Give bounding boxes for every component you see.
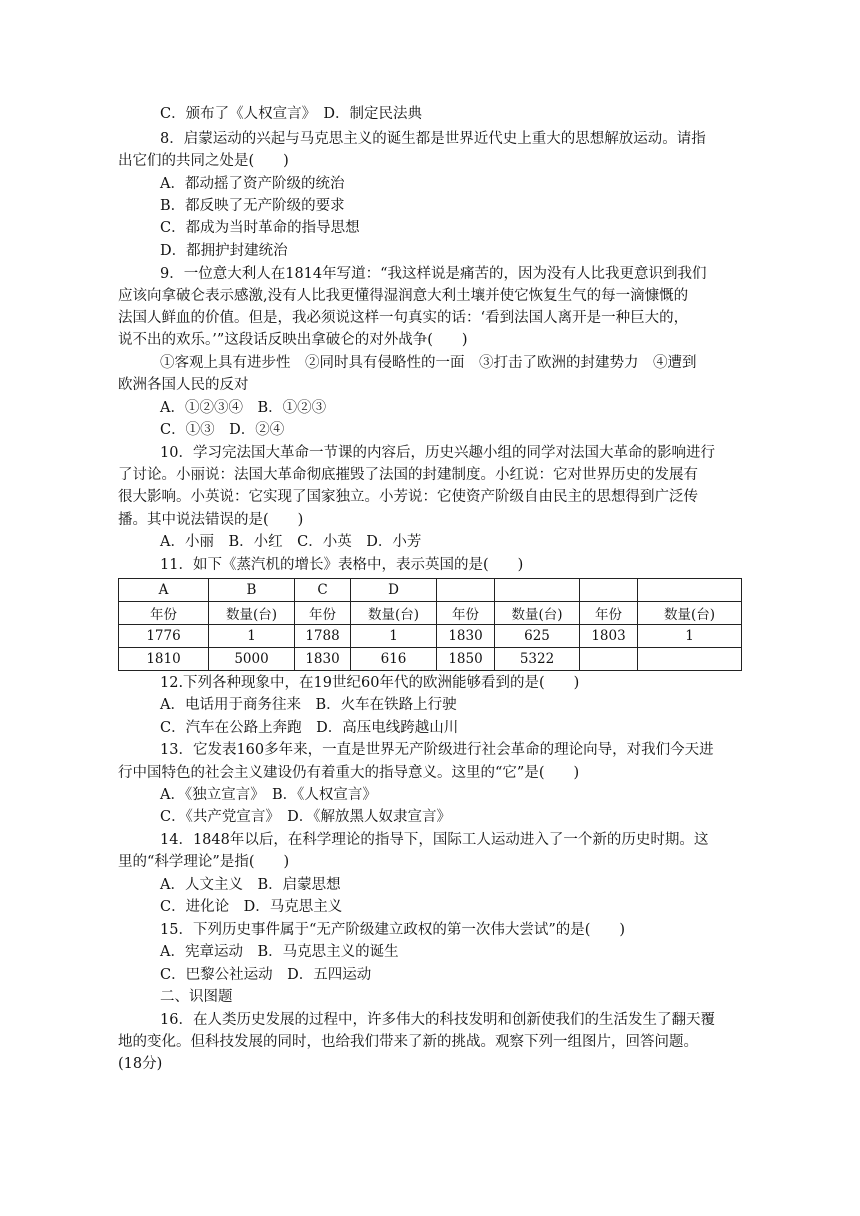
q15-stem: 15．下列历史事件属于“无产阶级建立政权的第一次伟大尝试”的是( )	[160, 922, 626, 938]
q16-stem-line: (18分)	[118, 1056, 163, 1072]
table-header-row	[119, 602, 742, 625]
table-group-label	[437, 579, 495, 602]
table-cell: 1850	[437, 648, 495, 671]
q8-stem-line: 出它们的共同之处是( )	[118, 153, 289, 169]
q12-stem: 12.下列各种现象中，在19世纪60年代的欧洲能够看到的是( )	[160, 675, 580, 691]
table-cell: 1	[209, 625, 295, 648]
table-cell: 1803	[580, 625, 638, 648]
q15-option: C．巴黎公社运动 D．五四运动	[160, 967, 372, 983]
table-cell: 1830	[295, 648, 351, 671]
table-cell: 1810	[119, 648, 209, 671]
table-group-label	[495, 579, 580, 602]
q9-items-line: 欧洲各国人民的反对	[118, 377, 249, 393]
q14-option: A．人文主义 B．启蒙思想	[160, 877, 341, 893]
q9-option: A．①②③④ B．①②③	[160, 400, 327, 416]
table-cell: 625	[495, 625, 580, 648]
q10-option: A．小丽 B．小红 C．小英 D．小芳	[160, 534, 422, 550]
table-header-cell: 年份	[119, 602, 209, 625]
table-row	[119, 648, 742, 671]
q9-stem-line: 说不出的欢乐。’”这段话反映出拿破仑的对外战争( )	[118, 332, 468, 348]
table-header-cell: 数量(台)	[351, 602, 437, 625]
q10-stem-line: 10．学习完法国大革命一节课的内容后，历史兴趣小组的同学对法国大革命的影响进行	[160, 445, 715, 461]
table-header-cell: 数量(台)	[638, 602, 742, 625]
table-group-label: D	[351, 579, 437, 602]
table-cell	[638, 648, 742, 671]
table-group-label: B	[209, 579, 295, 602]
q16-stem-line: 16．在人类历史发展的过程中，许多伟大的科技发明和创新使我们的生活发生了翻天覆	[160, 1012, 715, 1028]
table-header-cell: 年份	[295, 602, 351, 625]
q14-option: C．进化论 D．马克思主义	[160, 899, 343, 915]
q12-option: C．汽车在公路上奔跑 D．高压电线跨越山川	[160, 720, 459, 736]
q10-stem-line: 播。其中说法错误的是( )	[118, 512, 304, 528]
q9-stem-line: 法国人鲜血的价值。但是，我必须说这样一句真实的话：‘看到法国人离开是一种巨大的，	[118, 310, 689, 326]
q13-option: A．《独立宣言》 B．《人权宣言》	[160, 787, 377, 803]
table-group-row	[119, 579, 742, 602]
table-group-label: A	[119, 579, 209, 602]
table-cell: 1788	[295, 625, 351, 648]
table-group-label	[580, 579, 638, 602]
table-group-label: C	[295, 579, 351, 602]
q16-stem-line: 地的变化。但科技发展的同时，也给我们带来了新的挑战。观察下列一组图片，回答问题。	[118, 1034, 698, 1050]
q9-option: C．①③ D．②④	[160, 422, 285, 438]
section-heading: 二、识图题	[160, 989, 233, 1005]
table-cell: 5000	[209, 648, 295, 671]
table-cell: 1830	[437, 625, 495, 648]
q14-stem-line: 14．1848年以后，在科学理论的指导下，国际工人运动进入了一个新的历史时期。这	[160, 832, 709, 848]
q14-stem-line: 里的“科学理论”是指( )	[118, 854, 290, 870]
table-cell: 1776	[119, 625, 209, 648]
q9-items-line: ①客观上具有进步性 ②同时具有侵略性的一面 ③打击了欧洲的封建势力 ④遭到	[160, 355, 697, 371]
table-group-label	[638, 579, 742, 602]
q9-stem-line: 应该向拿破仑表示感激,没有人比我更懂得湿润意大利土壤并使它恢复生气的每一滴慷慨的	[118, 288, 689, 304]
q10-stem-line: 了讨论。小丽说：法国大革命彻底摧毁了法国的封建制度。小红说：它对世界历史的发展有	[118, 467, 698, 483]
table-row	[119, 625, 742, 648]
q8-option: D．都拥护封建统治	[160, 243, 288, 259]
table-header-cell: 年份	[580, 602, 638, 625]
q13-stem-line: 行中国特色的社会主义建设仍有着重大的指导意义。这里的“它”是( )	[118, 765, 580, 781]
q7-options: C．颁布了《人权宣言》 D．制定民法典	[160, 106, 422, 122]
q8-option: A．都动摇了资产阶级的统治	[160, 176, 345, 192]
table-header-cell: 年份	[437, 602, 495, 625]
table-cell: 1	[638, 625, 742, 648]
q13-stem-line: 13．它发表160多年来，一直是世界无产阶级进行社会革命的理论向导，对我们今天进	[160, 742, 714, 758]
table-cell	[580, 648, 638, 671]
table-cell: 616	[351, 648, 437, 671]
table-header-cell: 数量(台)	[209, 602, 295, 625]
table-cell: 5322	[495, 648, 580, 671]
q15-option: A．宪章运动 B．马克思主义的诞生	[160, 944, 399, 960]
q10-stem-line: 很大影响。小英说：它实现了国家独立。小芳说：它使资产阶级自由民主的思想得到广泛传	[118, 489, 698, 505]
q8-option: C．都成为当时革命的指导思想	[160, 220, 360, 236]
q8-option: B．都反映了无产阶级的要求	[160, 198, 345, 214]
q13-option: C．《共产党宣言》 D．《解放黑人奴隶宣言》	[160, 809, 451, 825]
steam-engine-table	[118, 578, 742, 671]
q12-option: A．电话用于商务往来 B．火车在铁路上行驶	[160, 697, 457, 713]
table-cell: 1	[351, 625, 437, 648]
q11-stem: 11．如下《蒸汽机的增长》表格中，表示英国的是( )	[160, 557, 524, 573]
q8-stem-line: 8．启蒙运动的兴起与马克思主义的诞生都是世界近代史上重大的思想解放运动。请指	[160, 131, 706, 147]
q9-stem-line: 9．一位意大利人在1814年写道：“我这样说是痛苦的，因为没有人比我更意识到我们	[160, 266, 707, 282]
table-header-cell: 数量(台)	[495, 602, 580, 625]
